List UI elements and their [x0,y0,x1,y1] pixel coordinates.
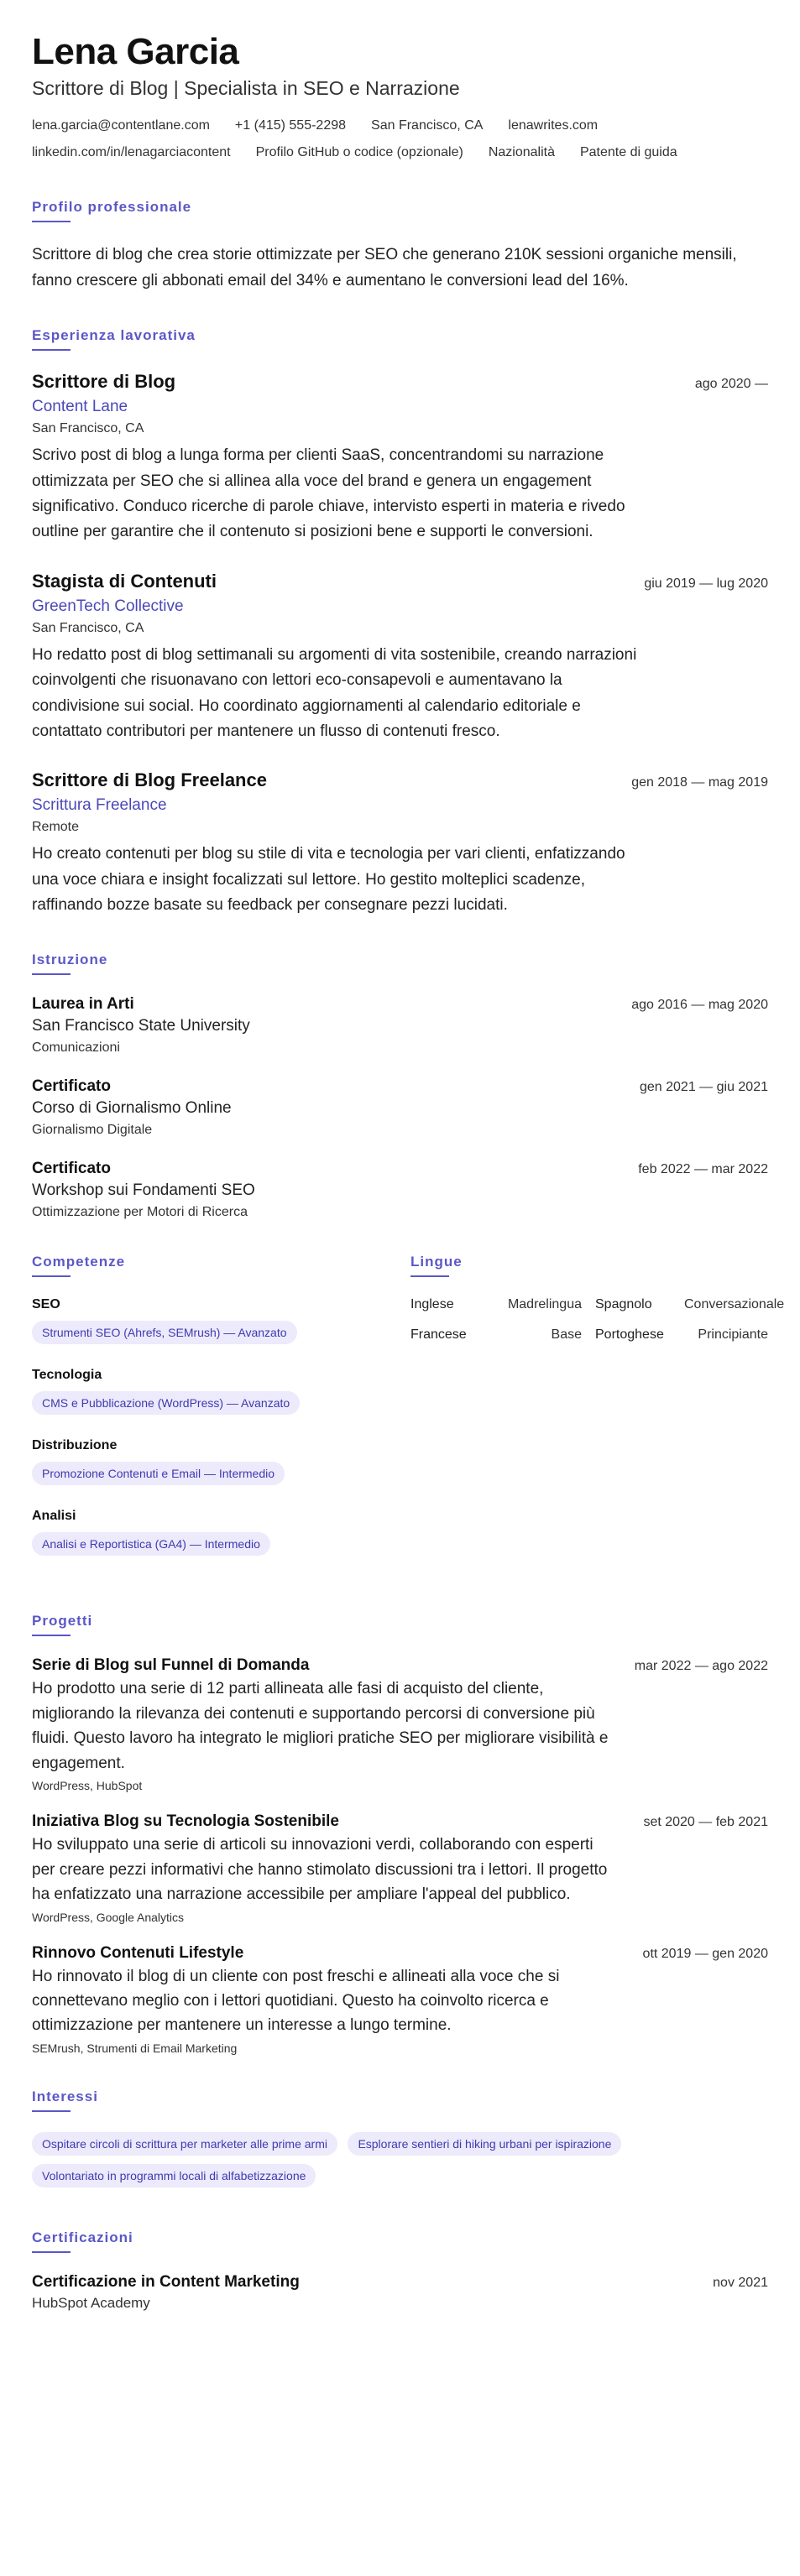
contact-phone[interactable]: +1 (415) 555-2298 [234,118,347,133]
section-title: Certificazioni [32,2229,133,2245]
language-level: Principiante [698,1327,768,1343]
skill-group [32,1297,377,1368]
section-divider [32,1275,71,1277]
project-tech: WordPress, Google Analytics [32,1910,185,1924]
skills-section [32,1254,377,1579]
contact-license: Patente di guida [579,145,677,160]
education-date: gen 2021 — giu 2021 [639,1080,768,1095]
education-school: Corso di Giornalismo Online [32,1099,232,1118]
contact-website[interactable]: lenawrites.com [508,118,599,133]
project-date: ott 2019 — gen 2020 [642,1946,768,1961]
section-divider [32,973,71,975]
project-description: Ho rinnovato il blog di un cliente con post freschi e allineati alla voce che si connettevano meglio con i lettori quotidiani. Questo ha coinvolto ricerca e ottimizzazione per mantenere un interesse a lungo termine. [32,1967,560,2035]
education-degree: Certificato [32,1077,111,1096]
contact-location: San Francisco, CA [371,118,484,133]
education-entry [32,995,768,1056]
job-location: Remote [32,820,80,835]
section-title: Interessi [32,2088,98,2104]
header [32,32,768,160]
education-degree: Certificato [32,1160,111,1178]
section-title: Progetti [32,1613,93,1630]
education-date: feb 2022 — mar 2022 [638,1162,768,1177]
certification-date: nov 2021 [713,2275,768,2290]
education-field: Giornalismo Digitale [32,1123,153,1138]
projects-section [32,1613,768,2054]
project-entry [32,1812,768,1923]
education-field: Ottimizzazione per Motori di Ricerca [32,1205,248,1220]
candidate-name: Lena Garcia [32,31,239,72]
language-level: Base [551,1327,582,1343]
section-title: Esperienza lavorativa [32,327,196,344]
skill-category: Analisi [32,1509,76,1524]
language-name: Francese [410,1327,467,1343]
section-divider [32,349,71,351]
section-title: Competenze [32,1254,126,1270]
language-row [410,1297,785,1312]
project-entry [32,1656,768,1792]
skill-pill: Strumenti SEO (Ahrefs, SEMrush) — Avanzato [32,1321,297,1344]
project-title: Rinnovo Contenuti Lifestyle [32,1943,244,1962]
job-date: giu 2019 — lug 2020 [644,576,768,591]
education-field: Comunicazioni [32,1040,120,1056]
project-description: Ho sviluppato una serie di articoli su innovazioni verdi, collaborando con esperti per creare pezzi informativi che hanno stimolato discussioni tra i lettori. Il progetto ha enfatizzato una narrazione accessibile per ampliare l'appeal del pubblico. [32,1836,608,1904]
candidate-tagline: Scrittore di Blog | Specialista in SEO e Narrazione [32,77,460,100]
job-description: Ho creato contenuti per blog su stile di vita e tecnologia per vari clienti, enfatizzando una voce chiara e insight focalizzati sul lettore. Ho gestito molteplici scadenze, raffinando bozze basate su feedback per consegnare pezzi lucidati. [32,845,625,915]
contact-linkedin[interactable]: linkedin.com/in/lenagarciacontent [32,145,231,160]
section-divider [32,2251,71,2253]
job-company: Content Lane [32,398,128,416]
contact-email[interactable]: lena.garcia@contentlane.com [32,118,210,133]
section-divider [32,221,71,222]
skill-category: Tecnologia [32,1368,102,1383]
job-description: Scrivo post di blog a lunga forma per clienti SaaS, concentrandomi su narrazione ottimizzata per SEO che si allinea alla voce del brand e genera un engagement significativo. Conduco ricerche di parole chiave, intervisto esperti in materia e rivedo outline per garantire che il contenuto si posizioni bene e supporti le conversioni. [32,446,625,541]
project-date: mar 2022 — ago 2022 [634,1659,768,1674]
interest-pill: Esplorare sentieri di hiking urbani per ispirazione [348,2132,621,2156]
job-company: GreenTech Collective [32,597,184,615]
language-name: Spagnolo [595,1297,652,1312]
job-location: San Francisco, CA [32,421,144,436]
job-date: gen 2018 — mag 2019 [631,775,768,790]
project-tech: SEMrush, Strumenti di Email Marketing [32,2041,238,2055]
profile-summary: Scrittore di blog che crea storie ottimizzate per SEO che generano 210K sessioni organiche mensili, fanno crescere gli abbonati email del 34% e aumentano le conversioni lead del 16%. [32,246,737,289]
project-date: set 2020 — feb 2021 [643,1815,768,1830]
education-school: Workshop sui Fondamenti SEO [32,1181,255,1200]
certification-issuer: HubSpot Academy [32,2294,150,2311]
profile-section [32,199,768,294]
skill-group [32,1509,377,1579]
skills-languages-row [32,1254,785,1579]
certification-title: Certificazione in Content Marketing [32,2272,300,2291]
education-school: San Francisco State University [32,1017,250,1035]
languages-section [410,1254,785,1579]
interests-section [32,2088,768,2196]
section-divider [32,2110,71,2112]
job-title: Scrittore di Blog [32,371,176,393]
section-title: Istruzione [32,952,108,968]
education-entry [32,1160,768,1220]
job-title: Scrittore di Blog Freelance [32,769,267,791]
contact-info [32,118,768,160]
job-entry [32,571,768,745]
project-entry [32,1944,768,2055]
section-title: Lingue [410,1254,463,1270]
interest-list [32,2132,768,2196]
job-company: Scrittura Freelance [32,796,167,815]
contact-github[interactable]: Profilo GitHub o codice (opzionale) [255,145,463,160]
skill-category: Distribuzione [32,1438,118,1453]
section-divider [32,1635,71,1636]
language-row [410,1327,768,1343]
contact-nationality: Nazionalità [488,145,555,160]
language-name: Portoghese [595,1327,664,1343]
section-divider [410,1275,449,1277]
skill-pill: Promozione Contenuti e Email — Intermedio [32,1462,285,1485]
interest-pill: Ospitare circoli di scrittura per marketer alle prime armi [32,2132,337,2156]
project-title: Iniziativa Blog su Tecnologia Sostenibile [32,1812,339,1831]
language-level: Conversazionale [684,1297,785,1312]
education-section [32,952,768,1220]
education-date: ago 2016 — mag 2020 [631,998,768,1013]
job-entry [32,371,768,545]
certifications-section [32,2229,768,2312]
job-title: Stagista di Contenuti [32,570,217,592]
project-title: Serie di Blog sul Funnel di Domanda [32,1656,310,1675]
interest-pill: Volontariato in programmi locali di alfabetizzazione [32,2164,316,2188]
skill-category: SEO [32,1297,60,1312]
education-degree: Laurea in Arti [32,995,134,1014]
job-description: Ho redatto post di blog settimanali su argomenti di vita sostenibile, creando narrazioni coinvolgenti che risuonavano con lettori eco-consapevoli e aumentavano la condivisione sui social. Ho coordinato aggiornamenti al calendario editoriale e contattato contributori per mantenere un flusso di contenuti fresco. [32,645,637,740]
skill-group [32,1438,377,1509]
section-title: Profilo professionale [32,199,192,216]
experience-section [32,327,768,918]
skill-pill: CMS e Pubblicazione (WordPress) — Avanzato [32,1391,300,1415]
project-description: Ho prodotto una serie di 12 parti allineata alle fasi di acquisto del cliente, migliorando la rilevanza dei contenuti e supportando percorsi di conversione più fluidi. Questo lavoro ha integrato le migliori pratiche SEO per migliorare visibilità e engagement. [32,1680,609,1772]
skill-pill: Analisi e Reportistica (GA4) — Intermedio [32,1532,270,1556]
project-tech: WordPress, HubSpot [32,1779,143,1793]
skill-group [32,1368,377,1438]
language-name: Inglese [410,1297,454,1312]
job-date: ago 2020 — [694,377,768,392]
job-location: San Francisco, CA [32,620,144,635]
education-entry [32,1077,768,1138]
language-level: Madrelingua [507,1297,582,1312]
job-entry [32,769,768,918]
certification-entry [32,2273,768,2312]
